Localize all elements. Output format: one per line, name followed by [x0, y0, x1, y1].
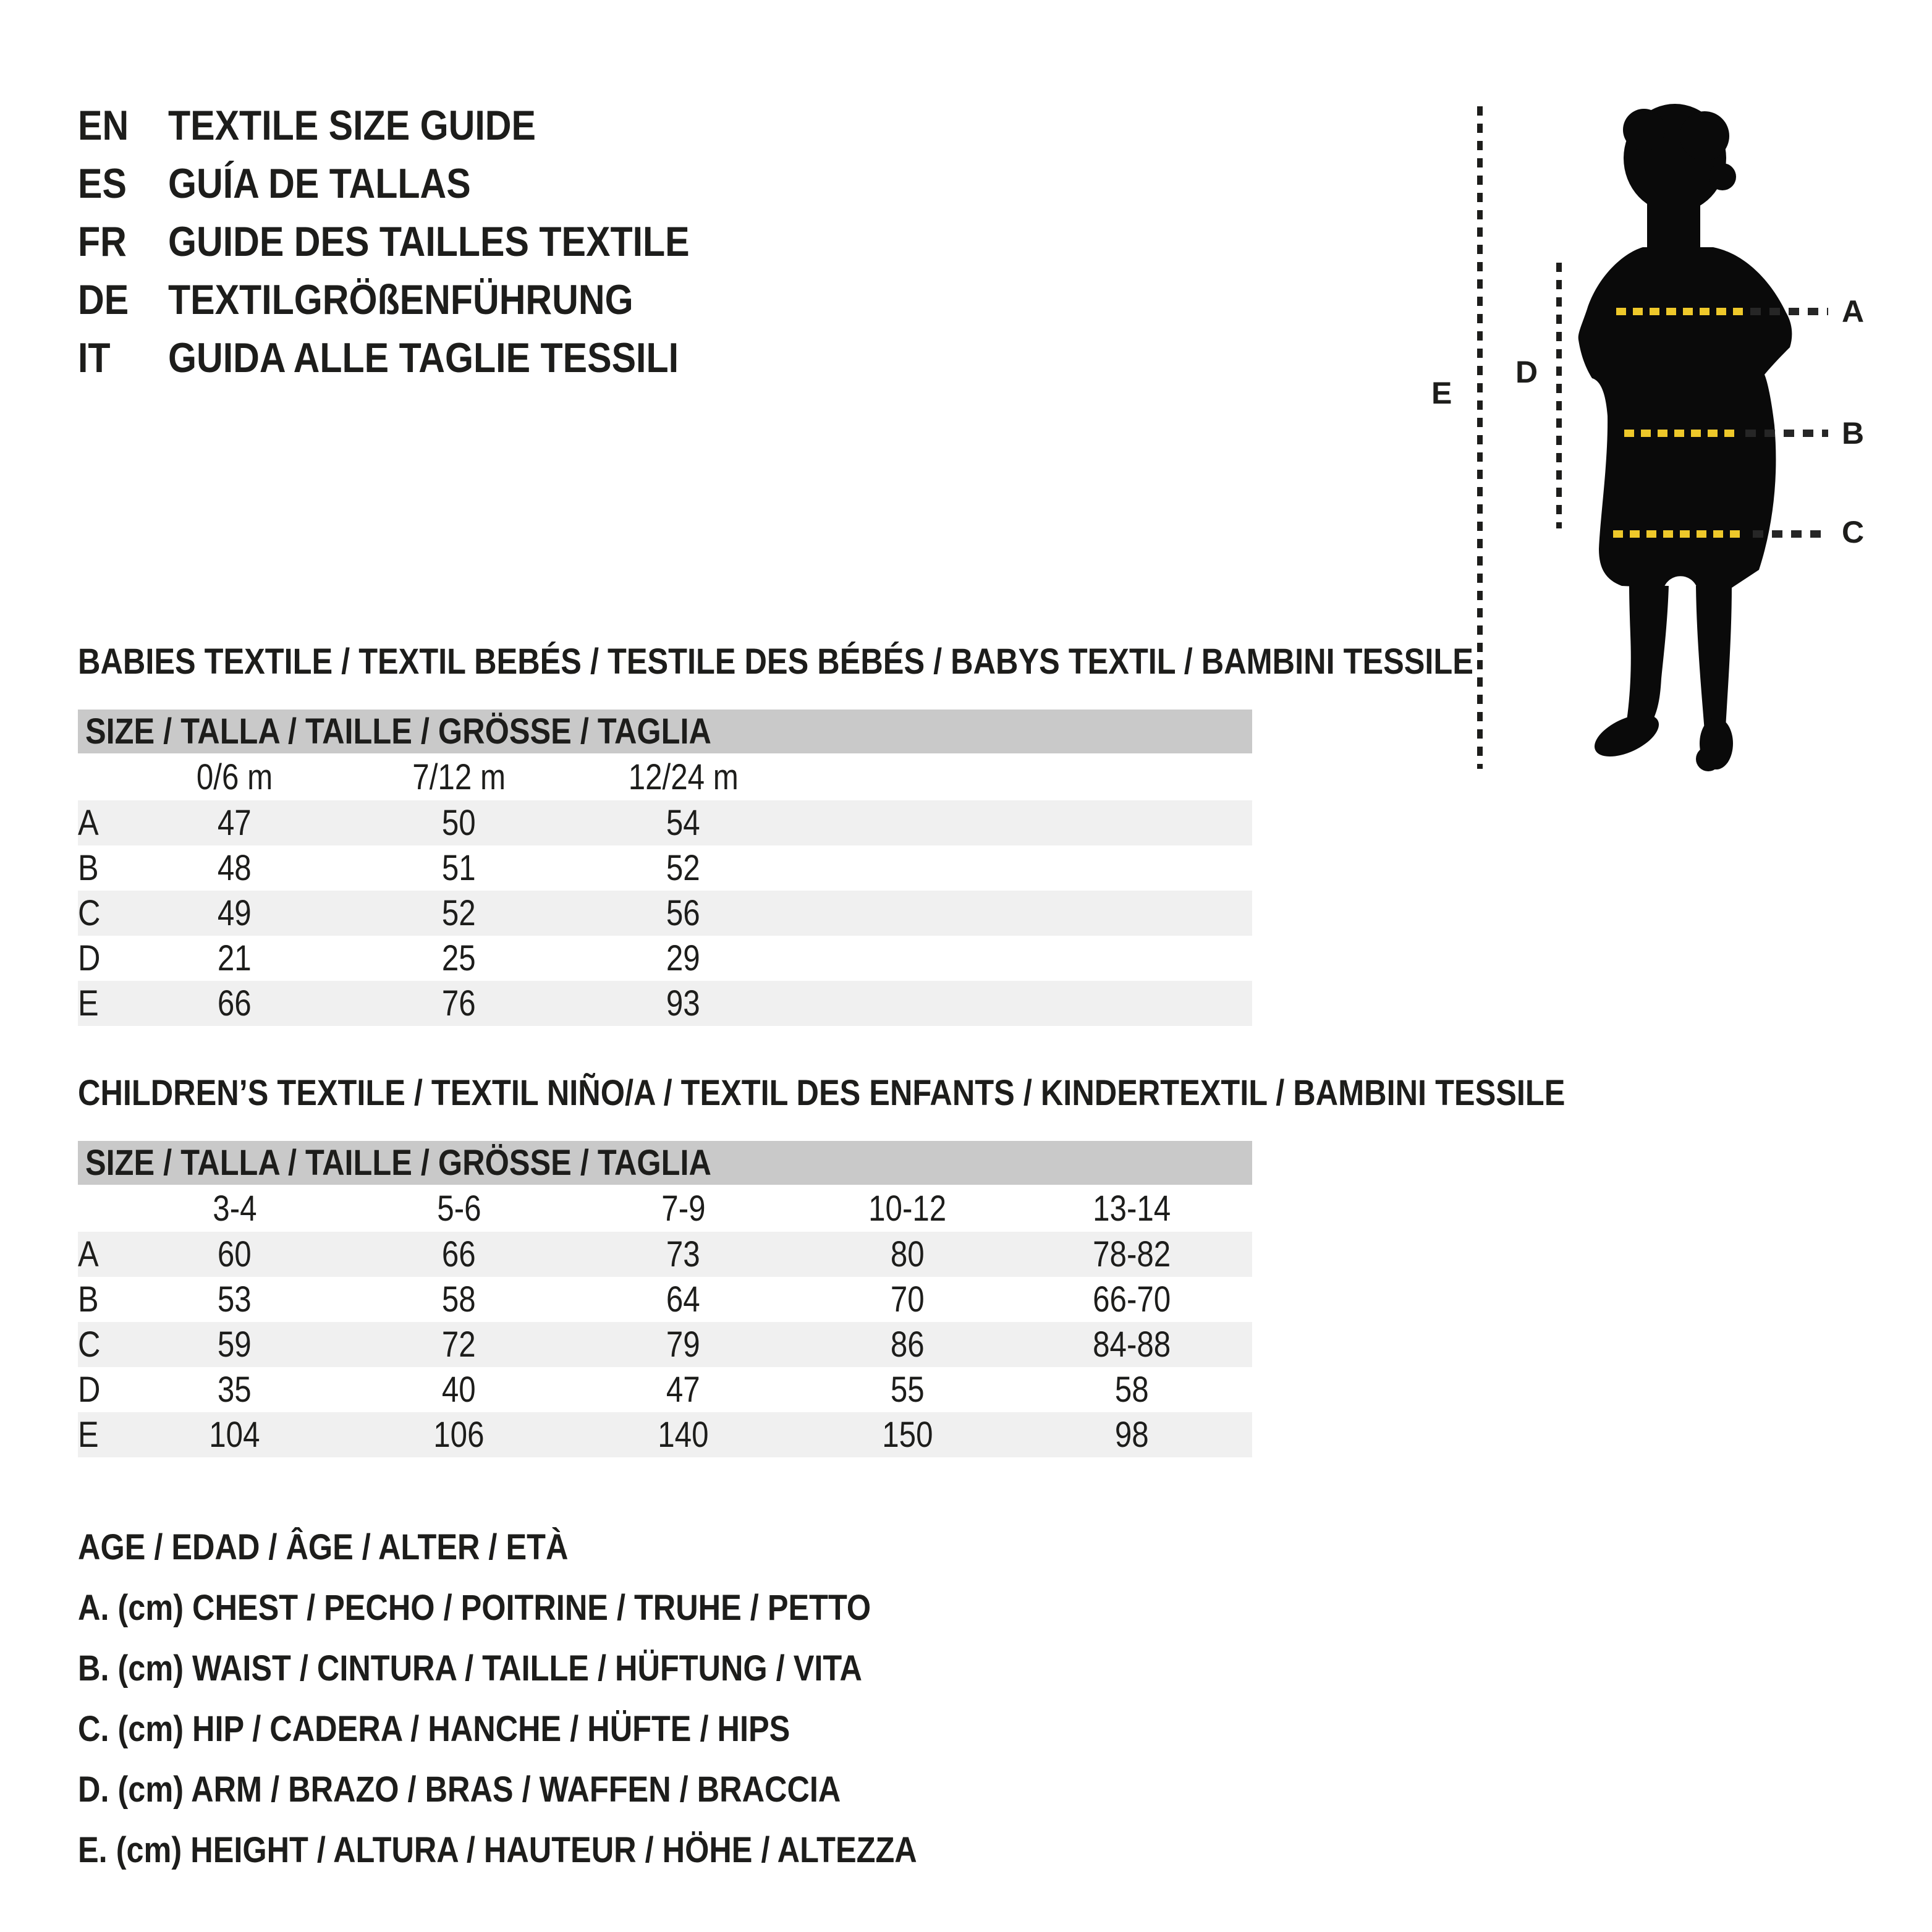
column-header: 12/24 m [628, 756, 739, 797]
column-header: 5-6 [436, 1188, 481, 1229]
size-value: 59 [218, 1324, 252, 1365]
children-section-heading: CHILDREN’S TEXTILE / TEXTIL NIÑO/A / TEXTIL DES ENFANTS / KINDERTEXTIL / BAMBINI TESSILE [78, 1073, 1566, 1113]
size-value: 35 [218, 1370, 252, 1410]
language-title: TEXTILGRÖßENFÜHRUNG [168, 276, 633, 323]
children-size-table [78, 1141, 1252, 1457]
size-value: 47 [666, 1370, 700, 1410]
language-code: IT [78, 334, 111, 381]
waist-leader-line-b [1745, 430, 1828, 437]
table-row [78, 1367, 1252, 1412]
row-label: D [78, 938, 101, 978]
babies-column-header-row [78, 753, 1252, 800]
size-value: 54 [666, 803, 700, 843]
size-value: 60 [218, 1234, 252, 1274]
size-value: 21 [218, 938, 252, 978]
row-label: B [78, 1279, 99, 1320]
children-column-header-row [78, 1185, 1252, 1232]
size-value: 150 [882, 1415, 933, 1455]
size-value: 72 [442, 1324, 476, 1365]
table-row [78, 1412, 1252, 1457]
size-value: 25 [442, 938, 476, 978]
row-label: C [78, 893, 101, 933]
hip-leader-line-c [1753, 530, 1828, 538]
size-value: 79 [666, 1324, 700, 1365]
size-value: 106 [433, 1415, 485, 1455]
size-value: 98 [1115, 1415, 1149, 1455]
size-header-bar: SIZE / TALLA / TAILLE / GRÖSSE / TAGLIA [78, 1141, 1252, 1185]
language-title: GUIDE DES TAILLES TEXTILE [168, 218, 690, 265]
legend-line: D. (cm) ARM / BRAZO / BRAS / WAFFEN / BRACCIA [78, 1769, 841, 1810]
column-header: 7/12 m [412, 756, 506, 797]
size-value: 73 [666, 1234, 700, 1274]
size-value: 48 [218, 848, 252, 888]
table-row [78, 1277, 1252, 1322]
language-code: DE [78, 276, 129, 323]
size-value: 66 [218, 983, 252, 1023]
size-value: 66-70 [1093, 1279, 1171, 1320]
language-row [78, 329, 768, 387]
table-row [78, 800, 1252, 845]
language-code: FR [78, 218, 127, 265]
chest-measure-line-a [1616, 308, 1743, 315]
language-code: ES [78, 160, 127, 207]
language-row [78, 96, 768, 155]
size-value: 140 [658, 1415, 709, 1455]
column-header: 13-14 [1093, 1188, 1171, 1229]
size-value: 104 [209, 1415, 260, 1455]
size-value: 58 [442, 1279, 476, 1320]
column-header: 7-9 [661, 1188, 706, 1229]
table-row [78, 936, 1252, 981]
size-value: 51 [442, 848, 476, 888]
language-code: EN [78, 102, 129, 149]
size-value: 66 [442, 1234, 476, 1274]
language-title: GUIDA ALLE TAGLIE TESSILI [168, 334, 679, 381]
babies-section-heading: BABIES TEXTILE / TEXTIL BEBÉS / TESTILE DES BÉBÉS / BABYS TEXTIL / BAMBINI TESSILE [78, 642, 1473, 682]
table-row [78, 845, 1252, 891]
size-value: 56 [666, 893, 700, 933]
size-value: 47 [218, 803, 252, 843]
row-label: B [78, 848, 99, 888]
column-header: 10-12 [868, 1188, 947, 1229]
row-label: E [78, 1415, 99, 1455]
language-title-block [78, 96, 768, 387]
size-value: 29 [666, 938, 700, 978]
language-title: TEXTILE SIZE GUIDE [168, 102, 536, 149]
hip-measure-line-c [1613, 530, 1747, 538]
size-value: 53 [218, 1279, 252, 1320]
row-label: E [78, 983, 99, 1023]
size-value: 50 [442, 803, 476, 843]
legend-line: C. (cm) HIP / CADERA / HANCHE / HÜFTE / HIPS [78, 1709, 790, 1749]
row-label: A [78, 1234, 99, 1274]
babies-size-table [78, 710, 1252, 1026]
waist-measure-line-b [1624, 430, 1738, 437]
size-value: 76 [442, 983, 476, 1023]
measure-label-a: A [1842, 294, 1865, 329]
size-value: 58 [1115, 1370, 1149, 1410]
table-row [78, 1232, 1252, 1277]
language-row [78, 213, 768, 271]
table-row [78, 1322, 1252, 1367]
size-value: 70 [891, 1279, 925, 1320]
language-title: GUÍA DE TALLAS [168, 160, 471, 207]
legend-line: AGE / EDAD / ÂGE / ALTER / ETÀ [78, 1527, 569, 1567]
language-row [78, 271, 768, 329]
column-header: 0/6 m [196, 756, 273, 797]
measure-label-b: B [1842, 416, 1865, 451]
size-value: 93 [666, 983, 700, 1023]
language-row [78, 155, 768, 213]
size-value: 52 [666, 848, 700, 888]
column-header: 3-4 [212, 1188, 257, 1229]
chest-leader-line-a [1750, 308, 1828, 315]
size-value: 40 [442, 1370, 476, 1410]
legend-line: E. (cm) HEIGHT / ALTURA / HAUTEUR / HÖHE / ALTEZZA [78, 1830, 917, 1870]
table-row [78, 981, 1252, 1026]
legend-line: A. (cm) CHEST / PECHO / POITRINE / TRUHE / PETTO [78, 1588, 871, 1628]
measure-label-d: D [1515, 355, 1538, 389]
size-value: 84-88 [1093, 1324, 1171, 1365]
size-value: 52 [442, 893, 476, 933]
row-label: A [78, 803, 99, 843]
size-value: 78-82 [1093, 1234, 1171, 1274]
size-value: 86 [891, 1324, 925, 1365]
legend-line: B. (cm) WAIST / CINTURA / TAILLE / HÜFTUNG / VITA [78, 1648, 862, 1688]
size-value: 64 [666, 1279, 700, 1320]
measurement-legend [78, 1517, 1043, 1881]
size-header-bar: SIZE / TALLA / TAILLE / GRÖSSE / TAGLIA [78, 710, 1252, 753]
size-value: 80 [891, 1234, 925, 1274]
row-label: C [78, 1324, 101, 1365]
table-row [78, 891, 1252, 936]
measure-label-e: E [1431, 376, 1452, 410]
size-value: 49 [218, 893, 252, 933]
size-value: 55 [891, 1370, 925, 1410]
measure-label-c: C [1842, 515, 1865, 549]
arm-dotted-line-d [1556, 263, 1562, 528]
row-label: D [78, 1370, 101, 1410]
